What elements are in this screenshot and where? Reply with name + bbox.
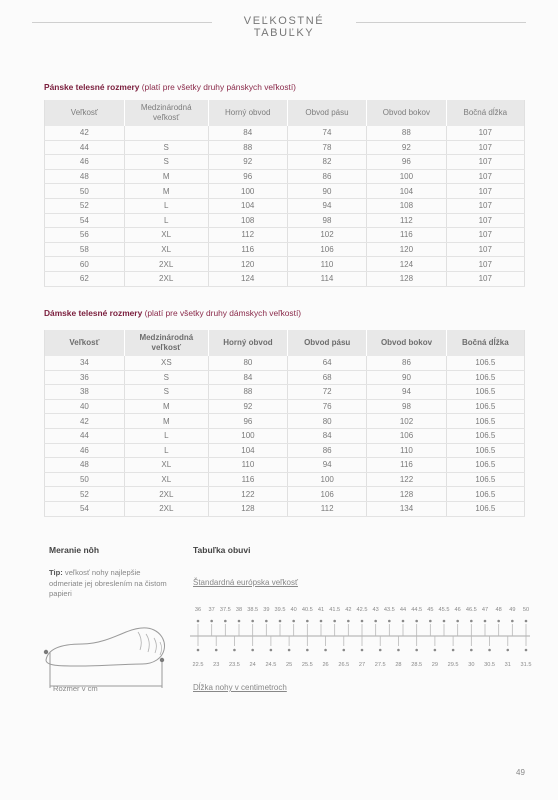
table-cell: XL: [124, 242, 208, 257]
table-cell: 36: [45, 370, 125, 385]
table-cell: 106.5: [446, 356, 524, 370]
eu-size-label: 43: [372, 607, 379, 613]
table-cell: 107: [446, 228, 524, 243]
table-cell: 94: [288, 458, 367, 473]
cm-size-label: 23.5: [228, 662, 240, 668]
table-cell: 112: [288, 501, 367, 516]
cm-size-dot: [506, 649, 509, 652]
cm-size-label: 22.5: [192, 662, 204, 668]
table-cell: 54: [45, 501, 125, 516]
eu-size-label: 44.5: [411, 607, 423, 613]
eu-size-label: 50: [522, 607, 530, 613]
shoe-table-title: Tabuľka obuvi: [193, 545, 251, 555]
foot-tip: [49, 568, 169, 600]
table-cell: 106.5: [446, 458, 524, 473]
table-cell: 116: [208, 472, 287, 487]
table-row: [45, 356, 525, 370]
eu-size-dot: [361, 620, 364, 623]
eu-size-label: 44: [399, 607, 407, 613]
table-cell: 107: [446, 198, 524, 213]
column-header: Obvod bokov: [367, 330, 446, 356]
table-cell: XS: [124, 356, 208, 370]
eu-size-dot: [279, 620, 282, 623]
eu-size-label: 40.5: [301, 607, 313, 613]
table-cell: 107: [446, 213, 524, 228]
eu-size-dot: [415, 620, 418, 623]
table-cell: 38: [45, 385, 125, 400]
eu-size-dot: [347, 620, 350, 623]
column-header: Veľkosť: [45, 330, 125, 356]
eu-size-dot: [238, 620, 241, 623]
table-cell: 110: [208, 458, 287, 473]
foot-outline-icon: [42, 620, 170, 692]
table-cell: 86: [288, 443, 367, 458]
table-cell: L: [124, 213, 208, 228]
table-cell: XL: [124, 458, 208, 473]
table-cell: 84: [208, 370, 287, 385]
table-cell: 94: [367, 385, 446, 400]
eu-size-dot: [210, 620, 213, 623]
header-rule-left: [32, 22, 212, 23]
cm-size-dot: [452, 649, 455, 652]
table-cell: 86: [367, 356, 446, 370]
table-cell: 114: [287, 271, 366, 286]
table-cell: 58: [45, 242, 125, 257]
cm-size-label: 23: [213, 662, 220, 668]
table-cell: 60: [45, 257, 125, 272]
eu-size-dot: [456, 620, 459, 623]
table-cell: 68: [288, 370, 367, 385]
eu-size-dot: [525, 620, 528, 623]
eu-size-dot: [497, 620, 500, 623]
table-row: [45, 155, 525, 170]
table-cell: 107: [446, 184, 524, 199]
table-cell: 64: [288, 356, 367, 370]
table-cell: 106.5: [446, 370, 524, 385]
cm-size-dot: [361, 649, 364, 652]
table-cell: 100: [208, 428, 287, 443]
cm-size-dot: [288, 649, 291, 652]
table-cell: M: [124, 414, 208, 429]
table-cell: 2XL: [124, 501, 208, 516]
eu-size-dot: [197, 620, 200, 623]
table-cell: 72: [288, 385, 367, 400]
table-cell: 124: [367, 257, 446, 272]
table-cell: 96: [208, 414, 287, 429]
table-row: [45, 140, 525, 155]
eu-size-label: 38: [235, 607, 243, 613]
column-header: Obvod pásu: [288, 330, 367, 356]
table-cell: 78: [287, 140, 366, 155]
cm-size-label: 25: [285, 662, 293, 668]
eu-size-label: 45.5: [438, 607, 450, 613]
table-cell: 106: [367, 428, 446, 443]
men-title: Pánske telesné rozmery: [44, 82, 140, 92]
table-cell: 92: [208, 399, 287, 414]
eu-size-label: 37: [208, 607, 215, 613]
table-cell: 107: [446, 242, 524, 257]
cm-size-label: 29: [431, 662, 439, 668]
cm-size-dot: [525, 649, 528, 652]
eu-size-dot: [265, 620, 268, 623]
table-row: [45, 458, 525, 473]
cm-size-label: 31: [504, 662, 511, 668]
table-cell: 100: [288, 472, 367, 487]
column-header: Horný obvod: [208, 100, 287, 126]
cm-size-label: 29.5: [447, 662, 459, 668]
column-header: Obvod pásu: [287, 100, 366, 126]
table-cell: 102: [367, 414, 446, 429]
table-row: [45, 487, 525, 502]
eu-size-label: 42.5: [356, 607, 368, 613]
table-cell: L: [124, 443, 208, 458]
table-cell: 106.5: [446, 385, 524, 400]
table-cell: 44: [45, 428, 125, 443]
cm-size-label: 24: [249, 662, 256, 668]
table-cell: 128: [367, 487, 446, 502]
table-cell: 40: [45, 399, 125, 414]
table-cell: 84: [208, 126, 287, 140]
women-section-title: [44, 308, 301, 318]
column-header: Bočná dĺžka: [446, 330, 524, 356]
table-cell: XL: [124, 472, 208, 487]
table-cell: 116: [367, 228, 446, 243]
table-row: [45, 184, 525, 199]
men-size-table: [44, 100, 525, 287]
table-cell: 100: [367, 169, 446, 184]
table-row: [45, 443, 525, 458]
table-cell: 100: [208, 184, 287, 199]
cm-size-label: 28.5: [411, 662, 423, 668]
table-row: [45, 271, 525, 286]
table-row: [45, 242, 525, 257]
table-cell: 88: [208, 140, 287, 155]
table-row: [45, 399, 525, 414]
table-cell: 106.5: [446, 472, 524, 487]
eu-size-label: 37.5: [219, 607, 231, 613]
table-cell: [124, 126, 208, 140]
table-cell: 76: [288, 399, 367, 414]
women-size-table: [44, 330, 525, 517]
column-header: Veľkosť: [45, 100, 125, 126]
table-cell: 88: [208, 385, 287, 400]
table-cell: 80: [288, 414, 367, 429]
table-cell: S: [124, 155, 208, 170]
table-cell: 90: [367, 370, 446, 385]
table-cell: 94: [287, 198, 366, 213]
page-number: 49: [516, 768, 525, 777]
table-cell: 110: [287, 257, 366, 272]
table-cell: 44: [45, 140, 125, 155]
header-rule-right: [356, 22, 526, 23]
table-cell: 50: [45, 184, 125, 199]
table-cell: XL: [124, 228, 208, 243]
column-header: Bočná dĺžka: [446, 100, 524, 126]
eu-size-dot: [388, 620, 391, 623]
eu-size-dot: [292, 620, 295, 623]
cm-size-dot: [379, 649, 382, 652]
table-cell: 52: [45, 198, 125, 213]
cm-size-label: 30.5: [484, 662, 496, 668]
column-header: Medzinárodná veľkosť: [124, 330, 208, 356]
eu-size-dot: [470, 620, 473, 623]
table-cell: 2XL: [124, 487, 208, 502]
eu-size-label: 48: [495, 607, 502, 613]
table-cell: 62: [45, 271, 125, 286]
table-cell: 96: [208, 169, 287, 184]
table-cell: 112: [367, 213, 446, 228]
column-header: Horný obvod: [208, 330, 287, 356]
table-cell: 54: [45, 213, 125, 228]
table-cell: 120: [208, 257, 287, 272]
table-cell: 108: [208, 213, 287, 228]
table-cell: 88: [367, 126, 446, 140]
eu-size-dot: [333, 620, 336, 623]
cm-size-dot: [434, 649, 437, 652]
table-cell: 122: [367, 472, 446, 487]
table-cell: L: [124, 428, 208, 443]
eu-size-label: 36: [194, 607, 202, 613]
cm-size-label: 27.5: [374, 662, 386, 668]
cm-size-dot: [251, 649, 254, 652]
table-header-row: [45, 100, 525, 126]
table-row: [45, 501, 525, 516]
tip-text: veľkosť nohy najlepšie odmeriate jej obreslením na čistom papieri: [49, 568, 167, 598]
table-row: [45, 169, 525, 184]
table-cell: 74: [287, 126, 366, 140]
cm-size-dot: [215, 649, 218, 652]
table-cell: 104: [367, 184, 446, 199]
men-subtitle: (platí pre všetky druhy pánskych veľkostí): [141, 82, 296, 92]
cm-size-label: 28: [395, 662, 402, 668]
eu-size-label: 39.5: [274, 607, 286, 613]
eu-size-dot: [306, 620, 309, 623]
cm-size-label: 25.5: [301, 662, 313, 668]
table-header-row: [45, 330, 525, 356]
table-cell: M: [124, 399, 208, 414]
table-cell: 120: [367, 242, 446, 257]
women-title: Dámske telesné rozmery: [44, 308, 143, 318]
eu-size-label: 47: [481, 607, 489, 613]
eu-size-label: 43.5: [383, 607, 395, 613]
table-row: [45, 198, 525, 213]
eu-size-dot: [402, 620, 405, 623]
cm-size-dot: [233, 649, 236, 652]
table-cell: 42: [45, 414, 125, 429]
table-cell: 82: [287, 155, 366, 170]
table-cell: 106: [288, 487, 367, 502]
table-cell: 106.5: [446, 414, 524, 429]
table-cell: 107: [446, 140, 524, 155]
table-cell: 106: [287, 242, 366, 257]
cm-size-label: 24.5: [265, 662, 277, 668]
cm-size-dot: [270, 649, 273, 652]
eu-size-label: 40: [290, 607, 297, 613]
table-cell: 52: [45, 487, 125, 502]
table-cell: 107: [446, 271, 524, 286]
men-section-title: [44, 82, 296, 92]
cm-size-dot: [324, 649, 327, 652]
table-cell: 106.5: [446, 399, 524, 414]
table-cell: 134: [367, 501, 446, 516]
table-cell: 116: [208, 242, 287, 257]
table-cell: 106.5: [446, 428, 524, 443]
eu-size-label: Štandardná európska veľkosť: [193, 578, 298, 587]
eu-size-dot: [320, 620, 323, 623]
table-cell: 107: [446, 169, 524, 184]
table-cell: 92: [208, 155, 287, 170]
table-cell: 86: [287, 169, 366, 184]
table-cell: 90: [287, 184, 366, 199]
eu-size-dot: [484, 620, 487, 623]
table-cell: 84: [288, 428, 367, 443]
table-cell: 104: [208, 443, 287, 458]
table-cell: 98: [287, 213, 366, 228]
table-cell: 128: [208, 501, 287, 516]
eu-size-dot: [429, 620, 432, 623]
cm-size-dot: [306, 649, 309, 652]
cm-size-dot: [415, 649, 418, 652]
cm-size-label: 27: [358, 662, 366, 668]
table-cell: 48: [45, 458, 125, 473]
table-cell: 116: [367, 458, 446, 473]
table-cell: 106.5: [446, 443, 524, 458]
women-subtitle: (platí pre všetky druhy dámskych veľkostí): [144, 308, 302, 318]
cm-size-label: 30: [468, 662, 475, 668]
eu-size-label: 49: [509, 607, 516, 613]
table-cell: L: [124, 198, 208, 213]
table-cell: 102: [287, 228, 366, 243]
table-cell: M: [124, 169, 208, 184]
table-cell: 107: [446, 257, 524, 272]
shoe-size-scale: [190, 600, 535, 672]
table-cell: 34: [45, 356, 125, 370]
page-title: VEĽKOSTNÉ TABUĽKY: [243, 15, 325, 39]
table-row: [45, 257, 525, 272]
eu-size-label: 45: [427, 607, 434, 613]
table-cell: 112: [208, 228, 287, 243]
eu-size-label: 38.5: [247, 607, 259, 613]
table-cell: 108: [367, 198, 446, 213]
eu-size-label: 46: [454, 607, 461, 613]
table-row: [45, 428, 525, 443]
cm-size-label: 26: [322, 662, 329, 668]
foot-length-label: Dĺžka nohy v centimetroch: [193, 683, 287, 692]
table-cell: S: [124, 140, 208, 155]
cm-size-label: 26.5: [338, 662, 350, 668]
column-header: Obvod bokov: [367, 100, 446, 126]
table-cell: 107: [446, 155, 524, 170]
table-cell: 122: [208, 487, 287, 502]
table-cell: S: [124, 370, 208, 385]
table-cell: 2XL: [124, 257, 208, 272]
table-cell: 110: [367, 443, 446, 458]
table-cell: 107: [446, 126, 524, 140]
cm-size-dot: [488, 649, 491, 652]
foot-measure-title: Meranie nôh: [49, 545, 100, 555]
table-row: [45, 213, 525, 228]
table-cell: 106.5: [446, 487, 524, 502]
eu-size-label: 41.5: [329, 607, 341, 613]
table-cell: S: [124, 385, 208, 400]
table-row: [45, 385, 525, 400]
table-cell: 92: [367, 140, 446, 155]
table-cell: 46: [45, 155, 125, 170]
cm-size-dot: [397, 649, 400, 652]
table-row: [45, 370, 525, 385]
table-cell: 128: [367, 271, 446, 286]
table-cell: 46: [45, 443, 125, 458]
eu-size-dot: [251, 620, 254, 623]
table-cell: 2XL: [124, 271, 208, 286]
table-cell: 98: [367, 399, 446, 414]
eu-size-dot: [224, 620, 227, 623]
page-header: [0, 12, 558, 39]
table-cell: 80: [208, 356, 287, 370]
eu-size-dot: [443, 620, 446, 623]
eu-size-label: 41: [317, 607, 325, 613]
eu-size-dot: [374, 620, 377, 623]
table-cell: 48: [45, 169, 125, 184]
cm-size-dot: [342, 649, 345, 652]
table-row: [45, 414, 525, 429]
tip-label: Tip:: [49, 568, 63, 577]
eu-size-label: 39: [263, 607, 270, 613]
foot-measure-label: Rozmer v cm: [53, 684, 98, 693]
cm-size-dot: [470, 649, 473, 652]
table-cell: 104: [208, 198, 287, 213]
cm-size-label: 31.5: [520, 662, 532, 668]
eu-size-dot: [511, 620, 514, 623]
table-row: [45, 228, 525, 243]
table-cell: 106.5: [446, 501, 524, 516]
table-cell: 56: [45, 228, 125, 243]
eu-size-label: 46.5: [465, 607, 477, 613]
cm-size-dot: [197, 649, 200, 652]
eu-size-label: 42: [345, 607, 352, 613]
column-header: Medzinárodná veľkosť: [124, 100, 208, 126]
table-cell: 50: [45, 472, 125, 487]
table-cell: 96: [367, 155, 446, 170]
table-cell: 42: [45, 126, 125, 140]
table-cell: M: [124, 184, 208, 199]
table-cell: 124: [208, 271, 287, 286]
table-row: [45, 472, 525, 487]
table-row: [45, 126, 525, 140]
